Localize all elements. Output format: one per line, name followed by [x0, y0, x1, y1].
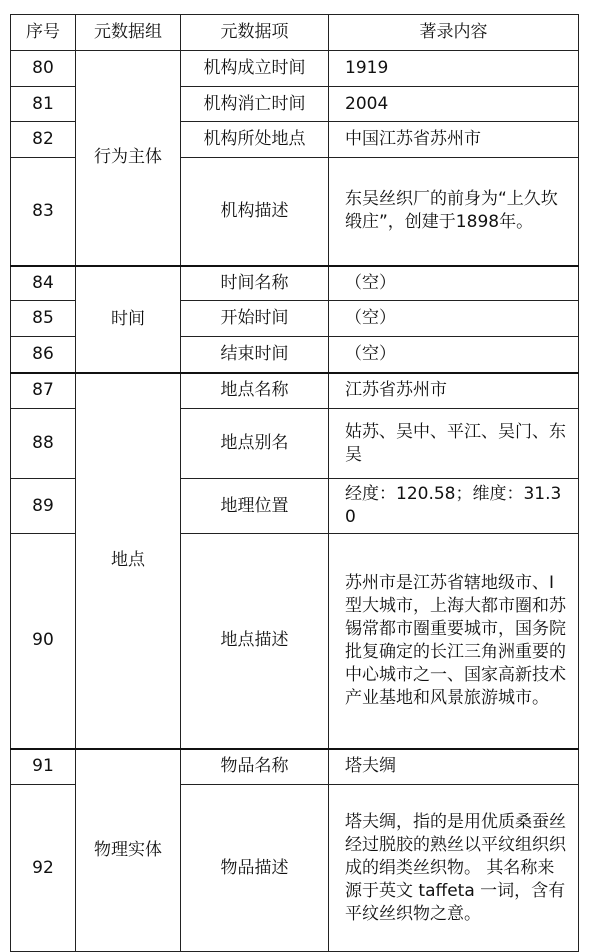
row-item: 机构描述 [181, 158, 329, 266]
table-row [11, 266, 579, 301]
row-content: （空） [329, 266, 579, 301]
header-seq: 序号 [11, 15, 76, 51]
row-seq: 86 [11, 337, 76, 373]
row-seq: 83 [11, 158, 76, 266]
row-content: 塔夫绸，指的是用优质桑蚕丝经过脱胶的熟丝以平纹组织织成的绢类丝织物。 其名称来源于英文 taffeta 一词，含有平纹丝织物之意。 [329, 785, 579, 952]
row-item: 开始时间 [181, 301, 329, 337]
row-seq: 91 [11, 749, 76, 785]
table-row [11, 373, 579, 409]
table-row [11, 749, 579, 785]
row-content: 中国江苏省苏州市 [329, 122, 579, 158]
header-content: 著录内容 [329, 15, 579, 51]
row-content: 东吴丝织厂的前身为“上久坎缎庄”，创建于1898年。 [329, 158, 579, 266]
row-seq: 84 [11, 266, 76, 301]
group-time: 时间 [76, 266, 181, 373]
row-item: 物品名称 [181, 749, 329, 785]
group-place: 地点 [76, 373, 181, 749]
row-seq: 89 [11, 479, 76, 534]
row-item: 结束时间 [181, 337, 329, 373]
row-content: 姑苏、吴中、平江、吴门、东吴 [329, 409, 579, 479]
group-object: 物理实体 [76, 749, 181, 952]
row-item: 地点别名 [181, 409, 329, 479]
group-actor: 行为主体 [76, 51, 181, 266]
row-content: 苏州市是江苏省辖地级市、I型大城市，上海大都市圈和苏锡常都市圈重要城市，国务院批复确定的长江三角洲重要的中心城市之一、国家高新技术产业基地和风景旅游城市。 [329, 534, 579, 749]
row-content: 经度：120.58；维度：31.30 [329, 479, 579, 534]
row-content: 江苏省苏州市 [329, 373, 579, 409]
header-item: 元数据项 [181, 15, 329, 51]
row-seq: 88 [11, 409, 76, 479]
row-item: 地理位置 [181, 479, 329, 534]
row-seq: 87 [11, 373, 76, 409]
row-content: 1919 [329, 51, 579, 87]
row-seq: 85 [11, 301, 76, 337]
row-item: 地点名称 [181, 373, 329, 409]
row-seq: 80 [11, 51, 76, 87]
metadata-table-container [10, 14, 578, 952]
row-content: （空） [329, 301, 579, 337]
row-content: 2004 [329, 87, 579, 122]
header-row [11, 15, 579, 51]
metadata-table [10, 14, 579, 952]
row-content: （空） [329, 337, 579, 373]
row-seq: 82 [11, 122, 76, 158]
row-item: 时间名称 [181, 266, 329, 301]
row-seq: 81 [11, 87, 76, 122]
table-row [11, 51, 579, 87]
row-item: 地点描述 [181, 534, 329, 749]
row-item: 机构消亡时间 [181, 87, 329, 122]
row-seq: 90 [11, 534, 76, 749]
row-item: 物品描述 [181, 785, 329, 952]
row-content: 塔夫绸 [329, 749, 579, 785]
row-item: 机构成立时间 [181, 51, 329, 87]
row-item: 机构所处地点 [181, 122, 329, 158]
row-seq: 92 [11, 785, 76, 952]
header-group: 元数据组 [76, 15, 181, 51]
